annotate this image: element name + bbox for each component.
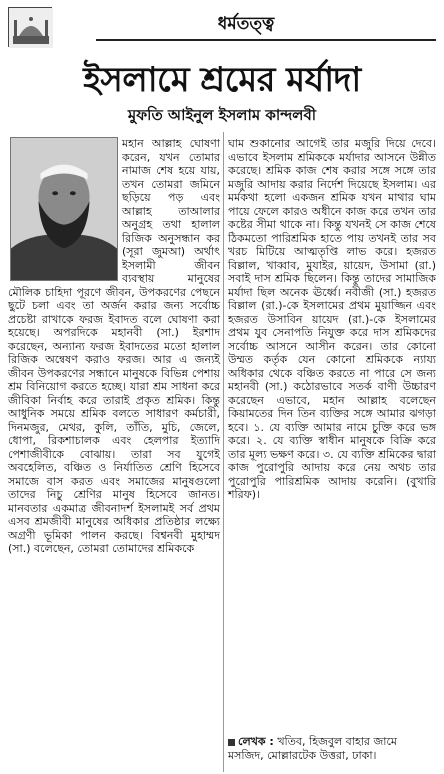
article-right-column [228, 137, 436, 737]
section-rule [96, 39, 436, 41]
bullet-icon [228, 739, 235, 746]
mosque-logo-icon [8, 7, 52, 47]
section-title: ধর্মতত্ত্ব [217, 14, 275, 34]
author-note [228, 735, 436, 762]
column-divider [223, 132, 224, 772]
article-headline: ইসলামে শ্রমের মর্যাদা [83, 60, 361, 100]
article-byline: মুফতি আইনুল ইসলাম কান্দলবী [127, 106, 317, 124]
article-paragraph: মহান আল্লাহ ঘোষণা করেন, যখন তোমার নামাজ শেষ হয়ে যায়, তখন তোমরা জমিনে ছড়িয়ে পড় এবং আল্লাহ তাআলার অনুগ্রহ তথা হালাল রিজিক অনুসন্ধান কর (সূরা জুমআ) অর্থাৎ ইসলামী জীবন ব্যবস্থায় মানুষের মৌলিক চাহিদা পূরণে জীবন, উপকরণের পেছনে ছুটে চলা এবং তা অর্জন করার জন্য সর্বোচ্চ প্রচেষ্টা রাখাকে ফরজ ইবাদত বলে ঘোষণা করা হয়েছে। অপরদিকে মহানবী (সা.) ইরশাদ করেছেন, অন্যান্য ফরজ ইবাদতের মতো হালাল রিজিক অন্বেষণ করাও ফরজ। আর এ জন্যই জীবন উপকরণের সন্ধানে মানুষকে বিভিন্ন পেশায় শ্রম বিনিয়োগ করতে হচ্ছে। যারা শ্রম সাধনা করে জীবিকা নির্বাহ করে তারাই প্রকৃত শ্রমিক। কিন্তু আধুনিক সময়ে শ্রমিক বলতে সাধারণ কর্মচারী, দিনমজুর, মেথর, কুলি, তাঁতি, মুচি, জেলে, ধোপা, রিকশাচালক এবং হেলপার ইত্যাদি পেশাজীবীকে বোঝায়। তারা সব যুগেই অবহেলিত, বঞ্চিত ও নির্যাতিত শ্রেণি হিসেবে সমাজে বাস করত এবং সমাজের মানুষগুলো তাদের নিচু শ্রেণির মানুষ হিসেবে জানত। মানবতার একমাত্র জীবনাদর্শ ইসলামই সর্ব প্রথম এসব শ্রমজীবী মানুষের অধিকার প্রতিষ্ঠার লক্ষ্যে অগ্রণী ভূমিকা পালন করছে। বিশ্বনবী মুহাম্মদ (সা.) বলেছেন, তোমরা তোমাদের শ্রমিককে [8, 137, 220, 555]
article-paragraph: ঘাম শুকানোর আগেই তার মজুরি দিয়ে দেবে। এভাবে ইসলাম শ্রমিককে মর্যাদার আসনে উন্নীত করেছে। শ্রমিক কাজ শেষ করার সঙ্গে সঙ্গে তার মজুরি আদায় করার নির্দেশ দিয়েছে ইসলাম। এর মর্মকথা হলো একজন শ্রমিক যখন মাথার ঘাম পায়ে ফেলে কারও অধীনে কাজ করে তখন তার কষ্টের সীমা থাকে না। কিন্তু যখনই সে কাজ শেষে ঠিকমতো পারিশ্রমিক হাতে পায় তখনই তার সব খরচ মিটিয়ে আত্মতৃপ্তি লাভ করে। হজরত বিল্লাল, খাব্বাব, মুযাইর, য়ায়েদ, উসামা (রা.) সবাই দাস শ্রমিক ছিলেন। কিন্তু তাদের সামাজিক মর্যাদা ছিল অনেক ঊর্ধ্বে। নবীজী (সা.) হজরত বিল্লাল (রা.)-কে ইসলামের প্রথম মুয়াজ্জিন এবং হজরত উসাবিন য়ায়েদ (রা.)-কে ইসলামের প্রথম যুব সেনাপতি নিযুক্ত করে দাস শ্রমিকদের সর্বোচ্চ আসনে আসীন করেন। তার কোনো উম্মত কর্তৃক যেন কোনো শ্রমিককে ন্যায্য অধিকার থেকে বঞ্চিত করতে না পারে সে জন্য মহানবী (সা.) কঠোরভাবে সতর্ক বাণী উচ্চারণ করেছেন এভাবে, মহান আল্লাহ বলেছেন কিয়ামতের দিন তিন ব্যক্তির সঙ্গে আমার ঝগড়া হবে। ১. যে ব্যক্তি আমার নামে চুক্তি করে ভঙ্গ করে। ২. যে ব্যক্তি স্বাধীন মানুষকে বিক্রি করে তার মূল্য ভক্ষণ করে। ৩. যে ব্যক্তি শ্রমিকের দ্বারা কাজ পুরোপুরি আদায় করে নেয় অথচ তার পুরোপুরি পারিশ্রমিক আদায় করেনি। (বুখারি শরিফ)। [228, 137, 436, 501]
article-left-column [8, 137, 220, 765]
author-note-text: খতিব, হিজবুল বাহার জামে মসজিদ, মোল্লারটেক উত্তরা, ঢাকা। [228, 735, 398, 762]
author-note-label: লেখক : [238, 735, 274, 748]
section-header [56, 8, 436, 44]
